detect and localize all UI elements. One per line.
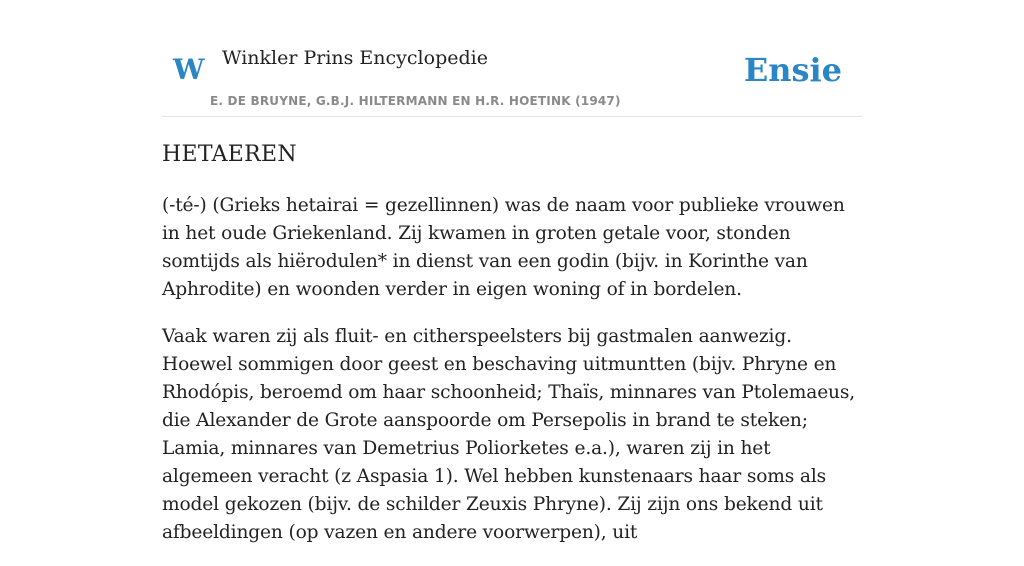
winkler-prins-logo[interactable]: W [173,53,205,86]
article-paragraph: (-té-) (Grieks hetairai = gezellinnen) was de naam voor publieke vrouwen in het oude Griekenland. Zij kwamen in groten getale voor, stonden somtijds als hiërodulen* in dienst van een godin (bijv. in Korinthe van Aphrodite) en woonden verder in eigen woning of in bordelen. [162,195,845,300]
page [162,0,862,543]
article-paragraph: Vaak waren zij als fluit- en citherspeelsters bij gastmalen aanwezig. Hoewel sommigen door geest en beschaving uitmuntten (bijv. Phryne en Rhodópis, beroemd om haar schoonheid; Thaïs, minnares van Ptolemaeus, die Alexander de Grote aanspoorde om Persepolis in brand te steken; Lamia, minnares van Demetrius Poliorketes e.a.), waren zij in het algemeen veracht (z Aspasia 1). Wel hebben kunstenaars haar soms als model gekozen (bijv. de schilder Zeuxis Phryne). Zij zijn ons bekend uit afbeeldingen (op vazen en andere voorwerpen), uit [162,326,856,543]
source-authors: E. DE BRUYNE, G.B.J. HILTERMANN EN H.R. HOETINK (1947) [210,94,621,108]
article-body [162,192,862,566]
source-header [162,0,862,117]
source-title[interactable]: Winkler Prins Encyclopedie [222,47,488,69]
entry-title: HETAEREN [162,142,297,167]
ensie-logo[interactable]: Ensie [743,51,842,89]
